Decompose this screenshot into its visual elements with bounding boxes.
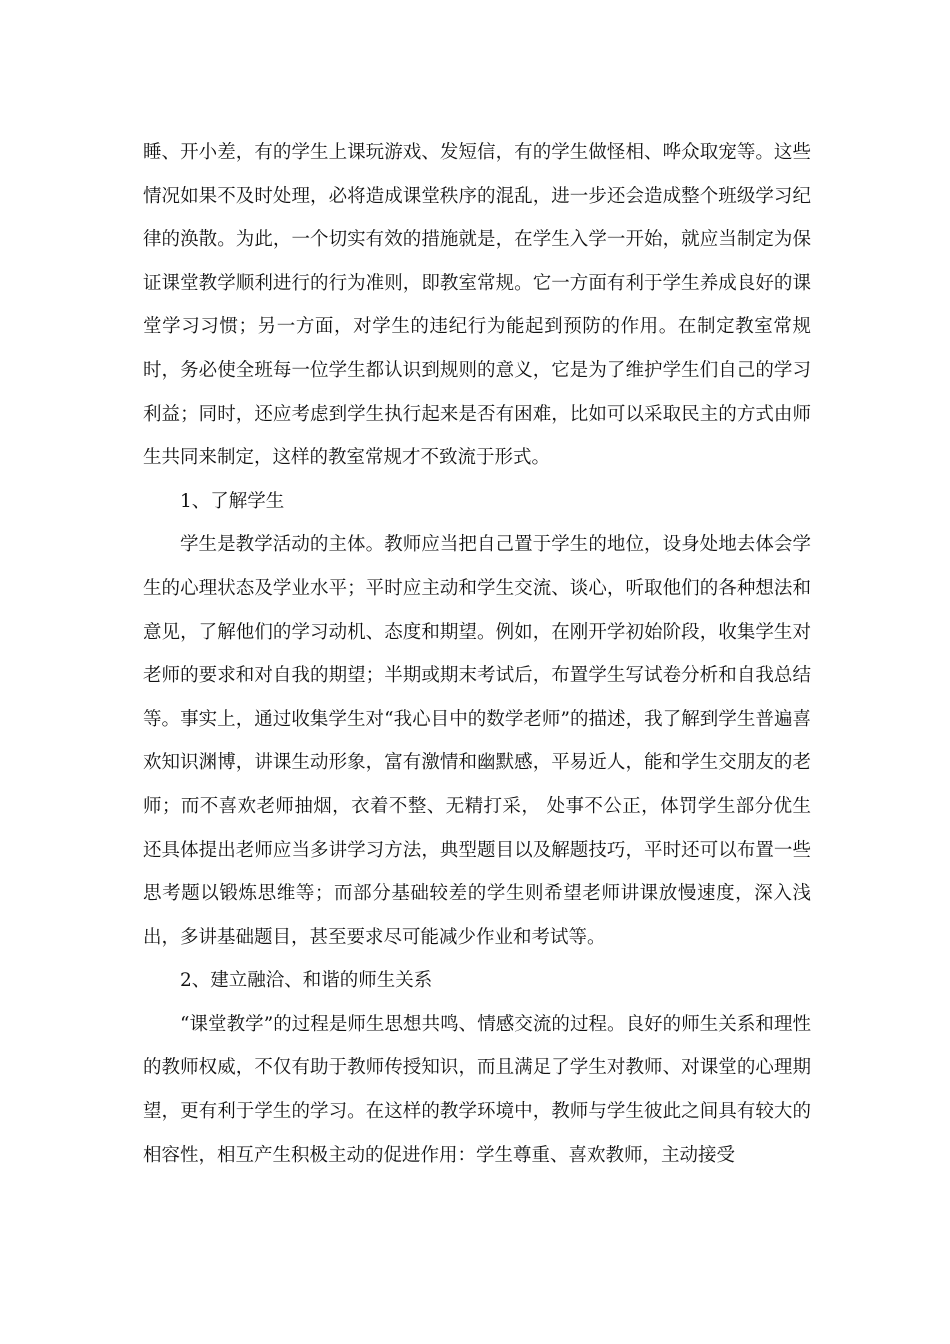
paragraph-classroom-rules: 睡、开小差，有的学生上课玩游戏、发短信，有的学生做怪相、哗众取宠等。这些情况如果不及时处理，必将造成课堂秩序的混乱，进一步还会造成整个班级学习纪律的涣散。为此，一个切实有效的措施就是，在学生入学一开始，就应当制定为保证课堂教学顺利进行的行为准则，即教室常规。它一方面有利于学生养成良好的课堂学习习惯；另一方面，对学生的违纪行为能起到预防的作用。在制定教室常规时，务必使全班每一位学生都认识到规则的意义，它是为了维护学生们自己的学习利益；同时，还应考虑到学生执行起来是否有困难，比如可以采取民主的方式由师生共同来制定，这样的教室常规才不致流于形式。 (143, 142, 811, 469)
paragraph-teacher-student-relationship: “课堂教学”的过程是师生思想共鸣、情感交流的过程。良好的师生关系和理性的教师权威，不仅有助于教师传授知识，而且满足了学生对教师、对课堂的心理期望，更有利于学生的学习。在这样的教学环境中，教师与学生彼此之间具有较大的相容性，相互产生积极主动的促进作用：学生尊重、喜欢教师，主动接受 (143, 1013, 811, 1166)
section-heading-understand-students: 1、了解学生 (180, 490, 285, 512)
section-heading-teacher-student-relationship: 2、建立融洽、和谐的师生关系 (180, 970, 433, 992)
paragraph-understand-students: 学生是教学活动的主体。教师应当把自己置于学生的地位，设身处地去体会学生的心理状态及学业水平；平时应主动和学生交流、谈心，听取他们的各种想法和意见，了解他们的学习动机、态度和期望。例如，在刚开学初始阶段，收集学生对老师的要求和对自我的期望；半期或期末考试后，布置学生写试卷分析和自我总结等。事实上，通过收集学生对“我心目中的数学老师”的描述，我了解到学生普遍喜欢知识渊博，讲课生动形象，富有激情和幽默感，平易近人，能和学生交朋友的老师；而不喜欢老师抽烟，衣着不整、无精打采， 处事不公正，体罚学生部分优生还具体提出老师应当多讲学习方法，典型题目以及解题技巧，平时还可以布置一些思考题以锻炼思维等；而部分基础较差的学生则希望老师讲课放慢速度，深入浅出，多讲基础题目，甚至要求尽可能减少作业和考试等。 (143, 534, 811, 948)
document-body (143, 131, 811, 1177)
